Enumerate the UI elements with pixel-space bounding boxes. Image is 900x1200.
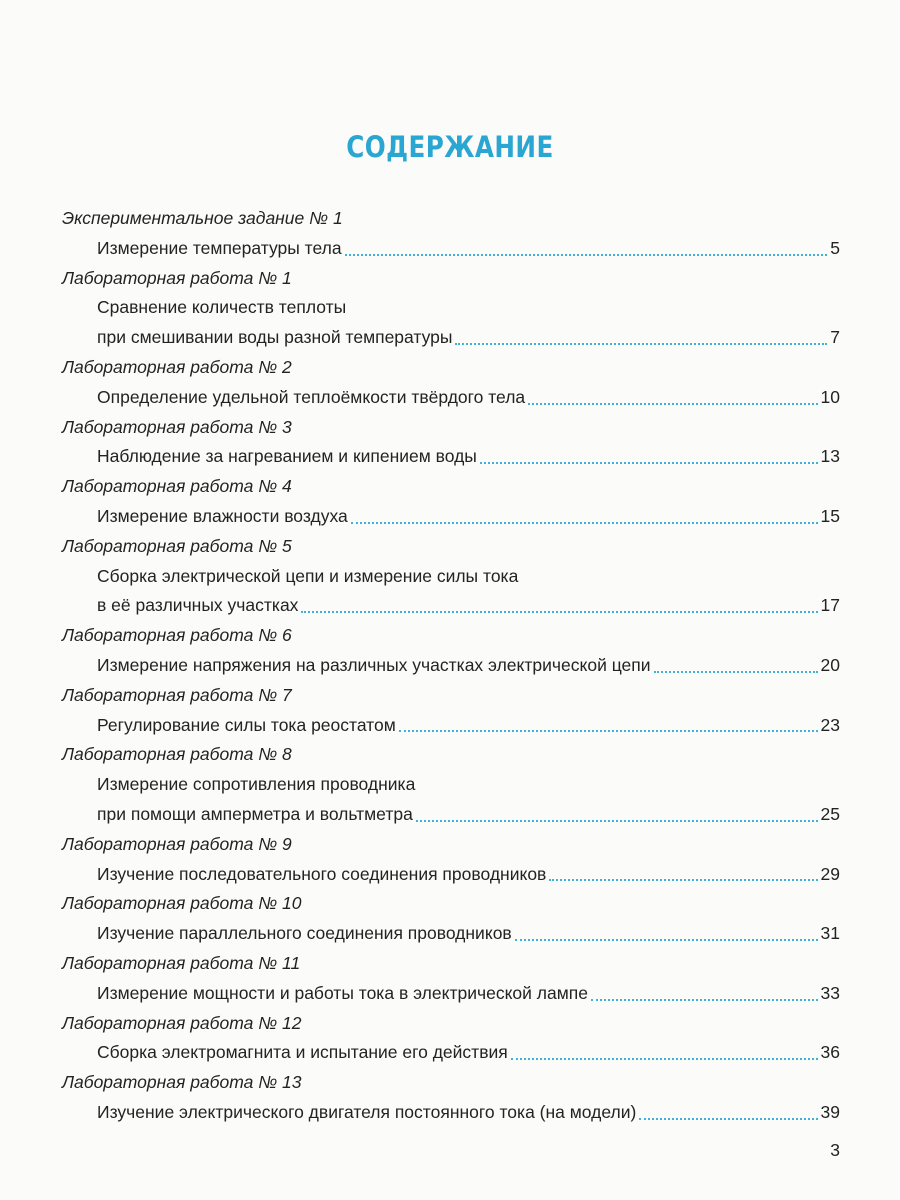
dot-leader [515, 919, 818, 941]
toc-entry-title: при смешивании воды разной температуры [97, 327, 453, 348]
toc-page-number: 17 [820, 595, 840, 616]
toc-entry[interactable] [62, 323, 840, 353]
toc-page-number: 31 [820, 923, 840, 944]
toc-page-number: 15 [820, 505, 840, 526]
toc-entry[interactable] [62, 1038, 840, 1068]
toc-entry-title: Сборка электрической цепи и измерение силы тока [97, 565, 519, 586]
dot-leader [654, 651, 818, 673]
toc-entry-title: Изучение электрического двигателя постоянного тока (на модели) [97, 1101, 637, 1122]
dot-leader [455, 323, 827, 345]
toc-entry-title: Изучение параллельного соединения проводников [97, 923, 512, 944]
toc-entry[interactable] [62, 383, 840, 413]
toc-entry[interactable] [62, 860, 840, 890]
toc-section-heading: Лабораторная работа № 11 [62, 952, 301, 973]
toc-entry-title: Измерение мощности и работы тока в электрической лампе [97, 982, 588, 1003]
toc-page-number: 7 [830, 327, 840, 348]
toc-entry[interactable] [62, 770, 840, 800]
toc-entry-title: Определение удельной теплоёмкости твёрдого тела [97, 386, 526, 407]
toc-entry-title: Измерение температуры тела [97, 237, 342, 258]
toc-page-number: 23 [820, 714, 840, 735]
toc-page-number: 20 [820, 654, 840, 675]
toc-section-heading: Лабораторная работа № 3 [62, 416, 292, 437]
toc-page-number: 25 [820, 803, 840, 824]
toc-page-number: 36 [820, 1042, 840, 1063]
toc-entry-title: при помощи амперметра и вольтметра [97, 803, 413, 824]
dot-leader [591, 979, 818, 1001]
toc-entry-title: Сборка электромагнита и испытание его действия [97, 1042, 508, 1063]
toc-entry[interactable] [62, 234, 840, 264]
dot-leader [351, 502, 818, 524]
dot-leader [511, 1038, 818, 1060]
toc-entry[interactable] [62, 502, 840, 532]
dot-leader [301, 591, 817, 613]
toc-entry-title: Регулирование силы тока реостатом [97, 714, 396, 735]
toc-entry-title: Измерение влажности воздуха [97, 505, 348, 526]
page-number: 3 [830, 1140, 840, 1160]
toc-section-heading: Лабораторная работа № 8 [62, 744, 292, 765]
dot-leader [528, 383, 817, 405]
toc-entry-title: в её различных участках [97, 595, 299, 616]
toc-section-heading: Лабораторная работа № 7 [62, 684, 292, 705]
toc-entry[interactable] [62, 1098, 840, 1128]
toc-page-number: 33 [820, 982, 840, 1003]
toc-page-number: 5 [830, 237, 840, 258]
toc-entry-title: Измерение сопротивления проводника [97, 774, 416, 795]
toc-section-heading: Экспериментальное задание № 1 [62, 208, 343, 228]
toc-page-number: 39 [820, 1101, 840, 1122]
toc-entry[interactable] [62, 293, 840, 323]
toc-entry[interactable] [62, 591, 840, 621]
toc-entry-title: Наблюдение за нагреванием и кипением воды [97, 446, 477, 467]
toc-section-heading: Лабораторная работа № 13 [62, 1072, 302, 1093]
toc-entry[interactable] [62, 442, 840, 472]
toc-section-heading: Лабораторная работа № 9 [62, 833, 292, 854]
toc-section-heading: Лабораторная работа № 5 [62, 535, 292, 556]
page-title: СОДЕРЖАНИЕ [346, 130, 554, 164]
toc-entry-title: Измерение напряжения на различных участках электрической цепи [97, 654, 651, 675]
toc-page-number: 29 [820, 863, 840, 884]
dot-leader [480, 442, 818, 464]
toc-section-heading: Лабораторная работа № 1 [62, 267, 292, 288]
dot-leader [639, 1098, 817, 1120]
dot-leader [399, 711, 818, 733]
dot-leader [416, 800, 818, 822]
table-of-contents [62, 204, 840, 1128]
toc-entry[interactable] [62, 562, 840, 592]
toc-section-heading: Лабораторная работа № 2 [62, 356, 292, 377]
toc-entry-title: Сравнение количеств теплоты [97, 297, 347, 318]
toc-entry[interactable] [62, 651, 840, 681]
toc-section-heading: Лабораторная работа № 12 [62, 1012, 302, 1033]
toc-entry[interactable] [62, 979, 840, 1009]
toc-section-heading: Лабораторная работа № 6 [62, 625, 292, 646]
toc-section-heading: Лабораторная работа № 10 [62, 893, 302, 914]
toc-entry[interactable] [62, 711, 840, 741]
toc-section-heading: Лабораторная работа № 4 [62, 476, 292, 497]
dot-leader [549, 860, 817, 882]
toc-entry[interactable] [62, 800, 840, 830]
dot-leader [345, 234, 828, 256]
toc-page-number: 10 [820, 386, 840, 407]
toc-entry-title: Изучение последовательного соединения проводников [97, 863, 547, 884]
toc-page-number: 13 [820, 446, 840, 467]
toc-entry[interactable] [62, 919, 840, 949]
